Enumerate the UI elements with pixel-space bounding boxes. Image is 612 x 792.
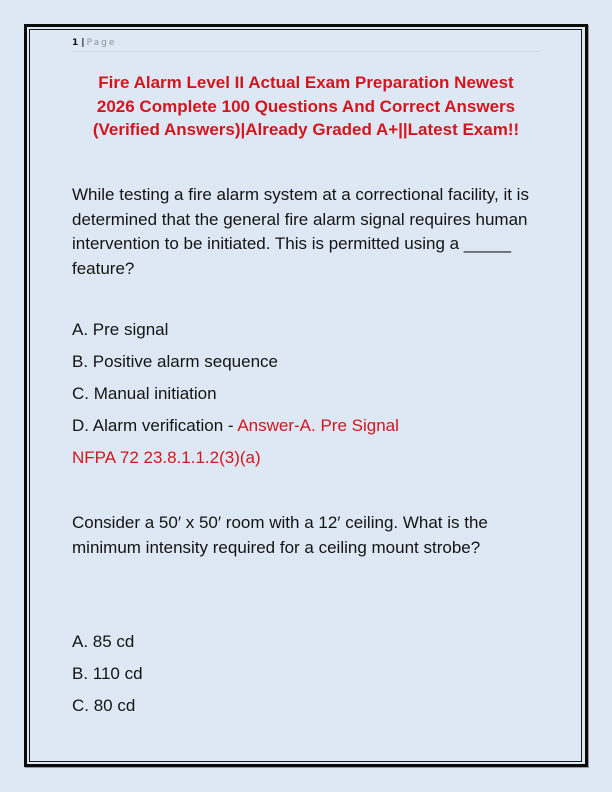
page-header [72, 37, 540, 52]
reference-text: NFPA 72 23.8.1.1.2(3)(a) [72, 448, 261, 467]
question-2-options [72, 630, 552, 726]
page-label: Page [86, 38, 117, 48]
option-b: B. 110 cd [72, 664, 143, 683]
header-separator: | [81, 38, 85, 48]
option-c: C. 80 cd [72, 696, 136, 715]
question-2-text: Consider a 50′ x 50′ room with a 12′ ceiling. What is the minimum intensity required for a ceiling mount strobe? [72, 513, 488, 557]
title-line: (Verified Answers)|Already Graded A+||Latest Exam!! [92, 120, 520, 139]
page-number: 1 [72, 38, 79, 48]
option-b: B. Positive alarm sequence [72, 352, 278, 371]
question-1-text: While testing a fire alarm system at a correctional facility, it is determined that the general fire alarm signal requires human intervention to be initiated. This is permitted using a _____ feature? [72, 185, 529, 278]
option-d: D. Alarm verification - [72, 416, 238, 435]
option-a: A. 85 cd [72, 632, 135, 651]
question-1-options [72, 318, 552, 478]
option-d-line [72, 414, 552, 446]
document-title [60, 71, 552, 142]
option-c: C. Manual initiation [72, 384, 217, 403]
option-a: A. Pre signal [72, 320, 169, 339]
title-line: 2026 Complete 100 Questions And Correct Answers [96, 96, 516, 116]
answer-text: Answer-A. Pre Signal [237, 416, 399, 435]
title-line: Fire Alarm Level II Actual Exam Preparation Newest [98, 73, 514, 92]
